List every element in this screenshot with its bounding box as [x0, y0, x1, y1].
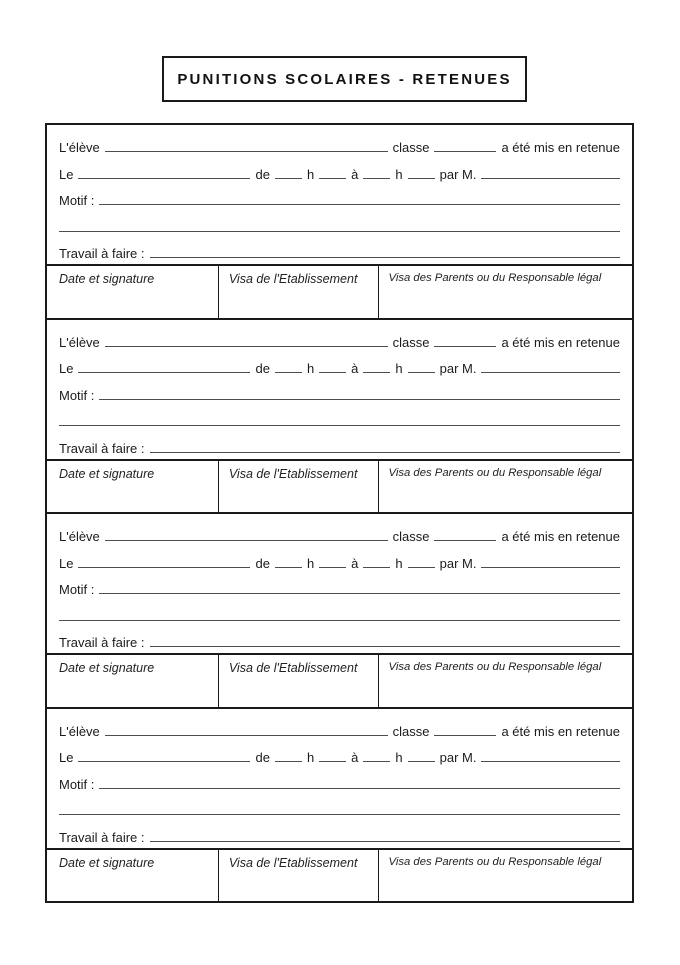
start-minute-field — [319, 371, 346, 373]
end-minute-field — [408, 177, 435, 179]
student-name-field — [105, 345, 388, 347]
signature-col-date: Date et signature — [59, 466, 155, 481]
motif-line — [59, 185, 620, 211]
punishment-form-frame — [45, 123, 634, 903]
work-field — [150, 840, 621, 842]
section-fill-lines — [47, 125, 632, 264]
class-label: classe — [392, 140, 430, 156]
from-label: de — [255, 555, 270, 571]
teacher-name-field — [481, 566, 620, 568]
detention-suffix-label: a été mis en retenue — [501, 529, 620, 545]
work-line — [59, 821, 620, 847]
schedule-line — [59, 742, 620, 768]
signature-col-date: Date et signature — [59, 661, 155, 675]
student-name-field — [105, 539, 388, 541]
start-minute-field — [319, 566, 346, 568]
motif-label: Motif : — [59, 776, 95, 792]
student-line — [59, 327, 620, 353]
signature-col-establishment: Visa de l'Etablissement — [218, 461, 378, 513]
start-hour-field — [275, 177, 302, 179]
start-minute-field — [319, 760, 346, 762]
by-teacher-label: par M. — [439, 166, 477, 182]
signature-col-date: Date et signature — [59, 272, 155, 286]
detention-suffix-label: a été mis en retenue — [501, 334, 620, 350]
start-hour-field — [275, 566, 302, 568]
from-label: de — [255, 750, 270, 766]
signature-col-establishment: Visa de l'Etablissement — [218, 850, 378, 902]
detention-section — [47, 707, 632, 902]
end-hour-field — [363, 177, 390, 179]
motif-line — [59, 768, 620, 794]
signature-col-parents: Visa des Parents ou du Responsable légal — [378, 655, 632, 707]
work-field — [150, 645, 621, 647]
signature-col-establishment: Visa de l'Etablissement — [218, 655, 378, 707]
end-hour-field — [363, 760, 390, 762]
student-label: L'élève — [59, 723, 100, 739]
signature-col-parents: Visa des Parents ou du Responsable légal — [378, 266, 632, 318]
teacher-name-field — [481, 371, 620, 373]
date-field — [78, 177, 250, 179]
motif-line — [59, 379, 620, 405]
work-label: Travail à faire : — [59, 635, 145, 651]
student-label: L'élève — [59, 140, 100, 156]
signature-col-parents: Visa des Parents ou du Responsable légal — [378, 850, 632, 902]
class-field — [434, 734, 496, 736]
motif-field — [99, 787, 620, 789]
work-field — [150, 256, 621, 258]
hour-label-1: h — [306, 555, 315, 571]
teacher-name-field — [481, 177, 620, 179]
detention-section — [47, 512, 632, 707]
motif-continuation-field — [59, 619, 620, 621]
hour-label-2: h — [395, 361, 403, 377]
day-label: Le — [59, 555, 74, 571]
class-field — [434, 539, 496, 541]
detention-suffix-label: a été mis en retenue — [501, 140, 620, 156]
hour-label-2: h — [395, 166, 403, 182]
work-line — [59, 432, 620, 458]
hour-label-1: h — [306, 361, 315, 377]
work-line — [59, 627, 620, 653]
student-line — [59, 132, 620, 158]
end-hour-field — [363, 371, 390, 373]
start-hour-field — [275, 371, 302, 373]
motif-continuation-field — [59, 813, 620, 815]
section-fill-lines — [47, 709, 632, 848]
start-minute-field — [319, 177, 346, 179]
motif-continuation-line — [59, 600, 620, 626]
class-label: classe — [392, 723, 430, 739]
signature-strip — [47, 848, 632, 902]
detention-suffix-label: a été mis en retenue — [501, 723, 620, 739]
motif-label: Motif : — [59, 582, 95, 598]
motif-line — [59, 574, 620, 600]
teacher-name-field — [481, 760, 620, 762]
student-name-field — [105, 734, 388, 736]
signature-col-date: Date et signature — [59, 855, 155, 870]
schedule-line — [59, 158, 620, 184]
motif-continuation-field — [59, 230, 620, 232]
from-label: de — [255, 361, 270, 377]
work-line — [59, 238, 620, 264]
detention-section — [47, 125, 632, 318]
to-label: à — [351, 750, 359, 766]
schedule-line — [59, 353, 620, 379]
section-fill-lines — [47, 320, 632, 459]
hour-label-1: h — [306, 166, 315, 182]
end-minute-field — [408, 371, 435, 373]
motif-continuation-line — [59, 406, 620, 432]
to-label: à — [351, 555, 359, 571]
detention-section — [47, 318, 632, 513]
signature-col-parents: Visa des Parents ou du Responsable légal — [378, 461, 632, 513]
class-label: classe — [392, 334, 430, 350]
motif-label: Motif : — [59, 193, 95, 209]
signature-strip — [47, 459, 632, 513]
from-label: de — [255, 166, 270, 182]
hour-label-1: h — [306, 750, 315, 766]
student-line — [59, 521, 620, 547]
motif-continuation-field — [59, 424, 620, 426]
signature-strip — [47, 653, 632, 707]
page-title: PUNITIONS SCOLAIRES - RETENUES — [177, 70, 512, 88]
student-line — [59, 716, 620, 742]
to-label: à — [351, 166, 359, 182]
by-teacher-label: par M. — [439, 555, 477, 571]
date-field — [78, 566, 250, 568]
schedule-line — [59, 547, 620, 573]
motif-field — [99, 203, 620, 205]
work-label: Travail à faire : — [59, 440, 145, 456]
day-label: Le — [59, 361, 74, 377]
day-label: Le — [59, 166, 74, 182]
date-field — [78, 760, 250, 762]
student-label: L'élève — [59, 529, 100, 545]
work-label: Travail à faire : — [59, 829, 145, 845]
end-minute-field — [408, 760, 435, 762]
by-teacher-label: par M. — [439, 361, 477, 377]
class-field — [434, 150, 496, 152]
section-fill-lines — [47, 514, 632, 653]
student-name-field — [105, 150, 388, 152]
motif-label: Motif : — [59, 387, 95, 403]
motif-field — [99, 592, 620, 594]
date-field — [78, 371, 250, 373]
end-hour-field — [363, 566, 390, 568]
to-label: à — [351, 361, 359, 377]
class-label: classe — [392, 529, 430, 545]
signature-strip — [47, 264, 632, 318]
motif-continuation-line — [59, 795, 620, 821]
motif-field — [99, 398, 620, 400]
student-label: L'élève — [59, 334, 100, 350]
hour-label-2: h — [395, 750, 403, 766]
page-title-box — [162, 56, 527, 102]
end-minute-field — [408, 566, 435, 568]
work-field — [150, 451, 621, 453]
day-label: Le — [59, 750, 74, 766]
class-field — [434, 345, 496, 347]
by-teacher-label: par M. — [439, 750, 477, 766]
motif-continuation-line — [59, 211, 620, 237]
hour-label-2: h — [395, 555, 403, 571]
work-label: Travail à faire : — [59, 246, 145, 262]
signature-col-establishment: Visa de l'Etablissement — [218, 266, 378, 318]
start-hour-field — [275, 760, 302, 762]
